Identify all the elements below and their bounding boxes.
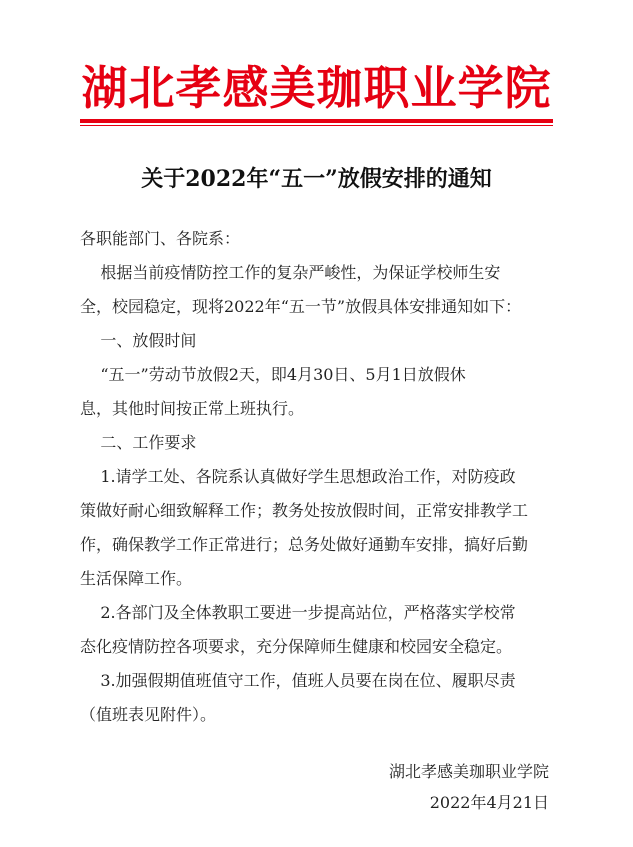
body-line: 作，确保教学工作正常进行；总务处做好通勤车安排，搞好后勤 <box>80 535 529 554</box>
body-line: “五一”劳动节放假2天，即4月30日、5月1日放假休 <box>80 365 466 384</box>
body-line: 生活保障工作。 <box>80 569 193 588</box>
body-line: 态化疫情防控各项要求，充分保障师生健康和校园安全稳定。 <box>80 637 513 656</box>
signature-org: 湖北孝感美珈职业学院 <box>388 762 549 781</box>
masthead-rule-thick <box>80 119 553 123</box>
body-line: （值班表见附件）。 <box>80 705 217 724</box>
body-line: 息，其他时间按正常上班执行。 <box>80 399 305 418</box>
section-heading-2: 二、工作要求 <box>80 433 197 452</box>
signature-date: 2022年4月21日 <box>429 793 549 812</box>
body-line: 根据当前疫情防控工作的复杂严峻性，为保证学校师生安 <box>80 263 501 282</box>
notice-title: 关于2022年“五一”放假安排的通知 <box>141 166 492 192</box>
masthead-rule-thin <box>80 125 553 126</box>
body-line: 3.加强假期值班值守工作，值班人员要在岗在位、履职尽责 <box>80 671 516 690</box>
masthead-org-name: 湖北孝感美珈职业学院 <box>81 61 552 115</box>
body-line: 全，校园稳定，现将2022年“五一节”放假具体安排通知如下： <box>80 297 522 316</box>
notice-body <box>80 222 555 732</box>
section-heading-1: 一、放假时间 <box>80 331 197 350</box>
body-line: 1.请学工处、各院系认真做好学生思想政治工作，对防疫政 <box>80 467 516 486</box>
body-line: 2.各部门及全体教职工要进一步提高站位，严格落实学校常 <box>80 603 516 622</box>
salutation: 各职能部门、各院系： <box>80 229 241 248</box>
body-line: 策做好耐心细致解释工作；教务处按放假时间，正常安排教学工 <box>80 501 529 520</box>
